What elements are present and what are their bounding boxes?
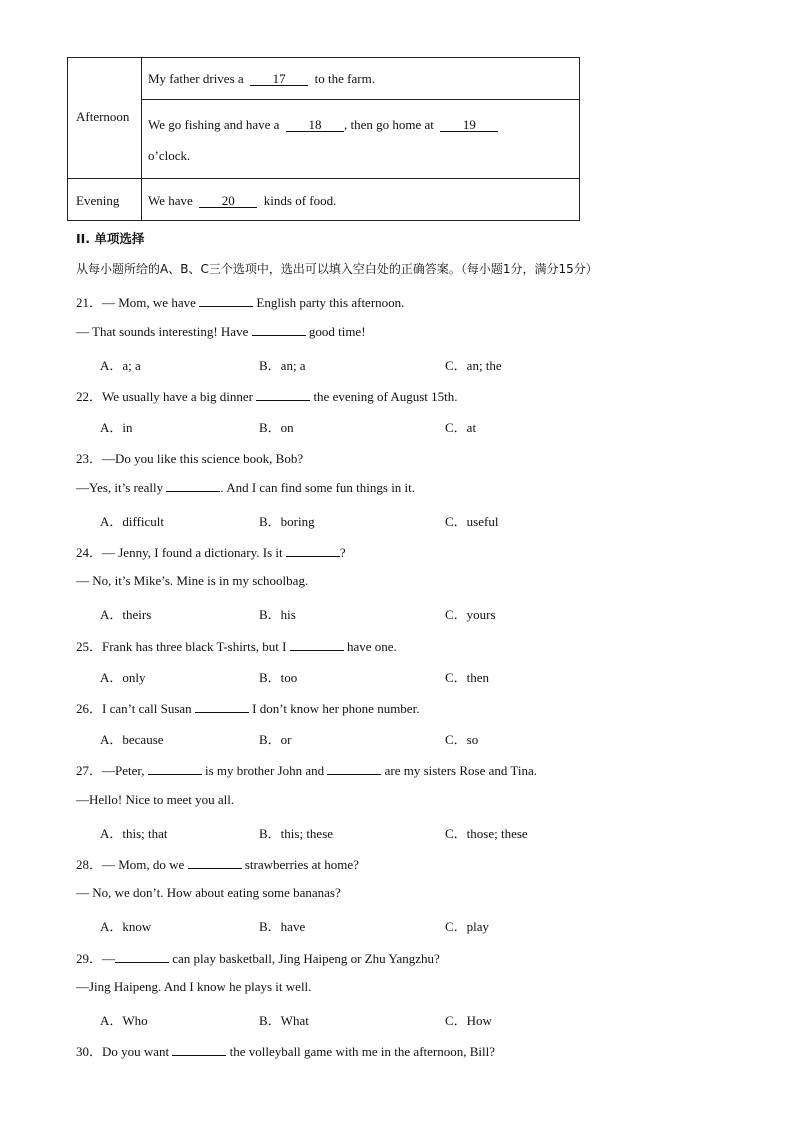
question-text: can play basketball, Jing Haipeng or Zhu Yangzhu? <box>172 951 440 966</box>
answer-blank <box>327 763 381 775</box>
option-a: A．theirs <box>100 607 152 622</box>
question-line <box>76 636 397 655</box>
table-divider <box>141 58 142 220</box>
question-text: 25．Frank has three black T-shirts, but I <box>76 639 287 654</box>
option-b: B．boring <box>259 514 315 529</box>
option-b: B．his <box>259 607 296 622</box>
table-divider <box>141 99 579 100</box>
option-a: A．this; that <box>100 826 168 841</box>
answer-blank <box>256 389 310 401</box>
option-b: B．have <box>259 919 306 934</box>
question-text: 27．—Peter, <box>76 763 145 778</box>
answer-blank <box>172 1044 226 1056</box>
row-text: kinds of food. <box>263 193 337 208</box>
row-text: , then go home at <box>343 117 434 132</box>
option-a: A．know <box>100 919 152 934</box>
question-text: 28．— Mom, do we <box>76 857 185 872</box>
schedule-table <box>67 57 580 221</box>
row-text: to the farm. <box>314 71 375 86</box>
question-text: is my brother John and <box>204 763 325 778</box>
option-c: C．yours <box>445 607 496 622</box>
option-b: B．or <box>259 732 292 747</box>
question-text: —Yes, it’s really <box>76 480 164 495</box>
question-text: 22．We usually have a big dinner <box>76 389 253 404</box>
table-divider <box>68 178 579 179</box>
answer-blank <box>166 480 220 492</box>
blank-19: 19 <box>440 118 498 132</box>
question-line <box>76 948 440 967</box>
question-text: 21．— Mom, we have <box>76 295 196 310</box>
option-b: B．an; a <box>259 358 306 373</box>
question-line <box>76 760 537 779</box>
question-line <box>76 854 359 873</box>
question-line <box>76 1041 495 1060</box>
question-text: — No, it’s Mike’s. Mine is in my schoolbag. <box>76 573 309 588</box>
question-line <box>76 698 419 717</box>
option-a: A．Who <box>100 1013 148 1028</box>
question-text: the evening of August 15th. <box>313 389 458 404</box>
option-a: A．a; a <box>100 358 141 373</box>
option-c: C．then <box>445 670 490 685</box>
row-text: We go fishing and have a <box>148 117 280 132</box>
question-text: 24．— Jenny, I found a dictionary. Is it <box>76 545 283 560</box>
question-text: I don’t know her phone number. <box>252 701 420 716</box>
row-text: My father drives a <box>148 71 244 86</box>
option-c: C．an; the <box>445 358 502 373</box>
option-c: C．How <box>445 1013 492 1028</box>
answer-blank <box>252 324 306 336</box>
question-line <box>76 542 346 561</box>
question-text: ? <box>339 545 346 560</box>
option-c: C．those; these <box>445 826 528 841</box>
answer-blank <box>148 763 202 775</box>
option-a: A．difficult <box>100 514 165 529</box>
option-c: C．play <box>445 919 490 934</box>
question-text: have one. <box>347 639 397 654</box>
question-text: strawberries at home? <box>244 857 359 872</box>
row-text: We have <box>148 193 193 208</box>
blank-20: 20 <box>199 194 257 208</box>
question-line <box>76 448 303 467</box>
question-line <box>76 292 404 311</box>
option-b: B．too <box>259 670 298 685</box>
option-c: C．so <box>445 732 479 747</box>
evening-label: Evening <box>76 193 120 208</box>
option-b: B．on <box>259 420 294 435</box>
section-title: II. 单项选择 <box>76 231 145 246</box>
question-line <box>76 573 308 589</box>
table-row <box>148 117 498 133</box>
answer-blank <box>286 545 340 557</box>
question-line <box>76 324 366 340</box>
table-row <box>148 193 336 209</box>
blank-18: 18 <box>286 118 344 132</box>
question-text: —Jing Haipeng. And I know he plays it well. <box>76 979 312 994</box>
answer-blank <box>290 639 344 651</box>
question-text: —Hello! Nice to meet you all. <box>76 792 235 807</box>
answer-blank <box>195 701 249 713</box>
question-line <box>76 386 458 405</box>
option-b: B．this; these <box>259 826 334 841</box>
answer-blank <box>115 951 169 963</box>
row-continuation: o’clock. <box>148 148 191 163</box>
section-instruction: 从每小题所给的A、B、C三个选项中，选出可以填入空白处的正确答案。（每小题1分，满分15分） <box>76 262 598 276</box>
question-text: 23．—Do you like this science book, Bob? <box>76 451 304 466</box>
question-text: are my sisters Rose and Tina. <box>384 763 537 778</box>
question-line <box>76 979 311 995</box>
question-line <box>76 480 415 496</box>
question-text: 29．— <box>76 951 116 966</box>
question-line <box>76 792 234 808</box>
question-text: the volleyball game with me in the afternoon, Bill? <box>229 1044 496 1059</box>
option-a: A．only <box>100 670 146 685</box>
option-b: B．What <box>259 1013 309 1028</box>
option-c: C．useful <box>445 514 499 529</box>
answer-blank <box>199 295 253 307</box>
table-row <box>148 71 375 87</box>
question-text: . And I can find some fun things in it. <box>220 480 416 495</box>
question-text: — That sounds interesting! Have <box>76 324 249 339</box>
option-a: A．in <box>100 420 133 435</box>
question-line <box>76 885 341 901</box>
question-text: good time! <box>308 324 366 339</box>
afternoon-label: Afternoon <box>76 109 130 124</box>
blank-17: 17 <box>250 72 308 86</box>
question-text: — No, we don’t. How about eating some bananas? <box>76 885 341 900</box>
question-text: 26．I can’t call Susan <box>76 701 192 716</box>
option-a: A．because <box>100 732 164 747</box>
question-text: English party this afternoon. <box>256 295 405 310</box>
option-c: C．at <box>445 420 477 435</box>
answer-blank <box>188 857 242 869</box>
question-text: 30．Do you want <box>76 1044 170 1059</box>
